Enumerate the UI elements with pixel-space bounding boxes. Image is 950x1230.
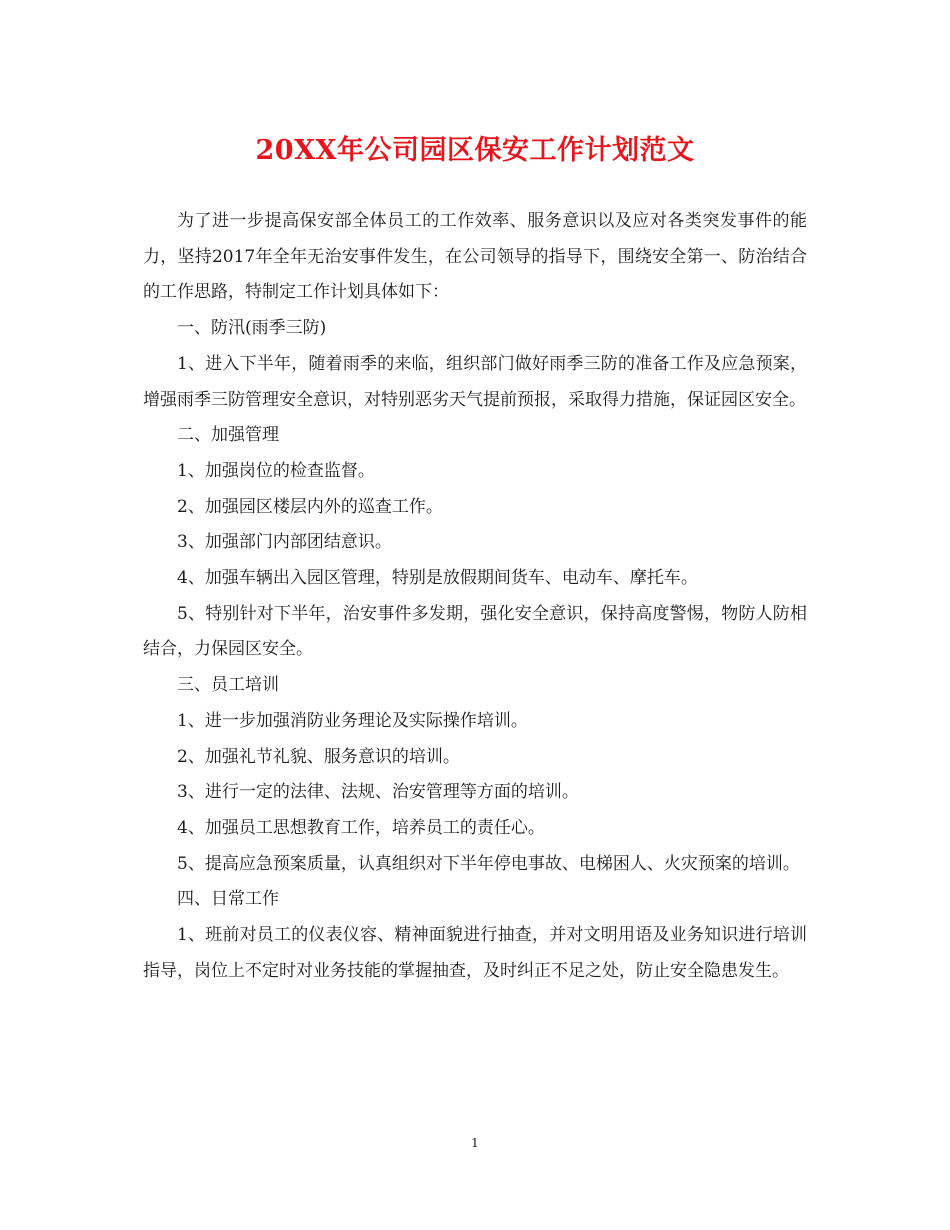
page-number: 1 <box>471 1136 479 1150</box>
section-3-item-5: 5、提高应急预案质量，认真组织对下半年停电事故、电梯困人、火灾预案的培训。 <box>177 853 800 874</box>
section-2-item-4: 4、加强车辆出入园区管理，特别是放假期间货车、电动车、摩托车。 <box>177 568 698 589</box>
section-heading-3: 三、员工培训 <box>177 675 279 696</box>
section-2-item-1: 1、加强岗位的检查监督。 <box>177 460 375 481</box>
section-2-item-3: 3、加强部门内部团结意识。 <box>177 532 392 553</box>
section-3-item-4: 4、加强员工思想教育工作，培养员工的责任心。 <box>177 817 545 838</box>
section-heading-2: 二、加强管理 <box>177 425 279 446</box>
section-heading-4: 四、日常工作 <box>177 889 279 910</box>
intro-paragraph: 为了进一步提高保安部全体员工的工作效率、服务意识以及应对各类突发事件的能力，坚持2017年全年无治安事件发生，在公司领导的指导下，围绕安全第一、防治结合的工作思路，特制定工作计划具体如下： <box>143 211 807 303</box>
section-1-item-1: 1、进入下半年，随着雨季的来临，组织部门做好雨季三防的准备工作及应急预案，增强雨季三防管理安全意识，对特别恶劣天气提前预报，采取得力措施，保证园区安全。 <box>143 353 807 410</box>
section-4-item-1: 1、班前对员工的仪表仪容、精神面貌进行抽查，并对文明用语及业务知识进行培训指导，岗位上不定时对业务技能的掌握抽查，及时纠正不足之处，防止安全隐患发生。 <box>143 925 807 981</box>
document-title: 20XX年公司园区保安工作计划范文 <box>255 135 695 166</box>
section-2-item-2: 2、加强园区楼层内外的巡查工作。 <box>177 496 443 517</box>
section-2-item-5: 5、特别针对下半年，治安事件多发期，强化安全意识，保持高度警惕，物防人防相结合，力保园区安全。 <box>143 603 807 660</box>
section-3-item-2: 2、加强礼节礼貌、服务意识的培训。 <box>177 746 460 767</box>
document-body <box>143 204 807 989</box>
section-3-item-1: 1、进一步加强消防业务理论及实际操作培训。 <box>177 710 528 731</box>
section-heading-1: 一、防汛(雨季三防) <box>177 318 327 339</box>
section-3-item-3: 3、进行一定的法律、法规、治安管理等方面的培训。 <box>177 782 579 803</box>
